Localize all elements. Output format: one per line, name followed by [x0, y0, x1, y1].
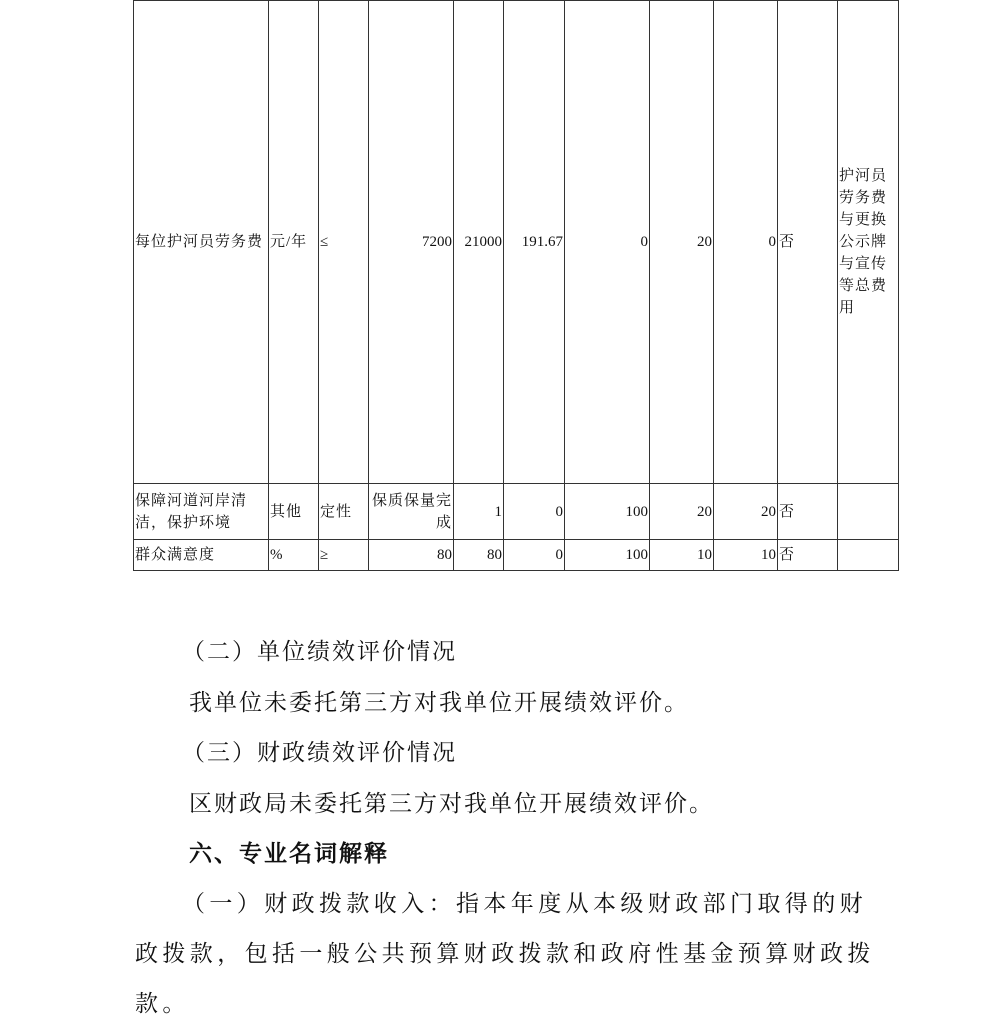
performance-indicator-table: [133, 0, 899, 571]
flag-cell: 否: [778, 540, 838, 571]
completion-cell: 0: [565, 1, 650, 484]
target-cell: 保质保量完成: [369, 484, 454, 540]
flag-cell: 否: [778, 484, 838, 540]
table-row: [134, 1, 899, 484]
actual-cell: 21000: [454, 1, 504, 484]
target-cell: 7200: [369, 1, 454, 484]
deviation-cell: 0: [504, 540, 565, 571]
actual-cell: 80: [454, 540, 504, 571]
actual-cell: 1: [454, 484, 504, 540]
indicator-cell: 保障河道河岸清洁，保护环境: [134, 484, 269, 540]
note-cell: [838, 540, 899, 571]
glossary-heading: 六、专业名词解释: [189, 841, 389, 867]
glossary-item-1-line-3: 款。: [135, 991, 190, 1017]
glossary-item-1-line-1: [182, 889, 867, 919]
unit-cell: 元/年: [269, 1, 319, 484]
weight-cell: 20: [650, 484, 714, 540]
unit-cell: 其他: [269, 484, 319, 540]
indicator-cell: 群众满意度: [134, 540, 269, 571]
score-cell: 10: [714, 540, 778, 571]
table-row: [134, 484, 899, 540]
completion-cell: 100: [565, 540, 650, 571]
completion-cell: 100: [565, 484, 650, 540]
score-cell: 0: [714, 1, 778, 484]
operator-cell: 定性: [319, 484, 369, 540]
deviation-cell: 0: [504, 484, 565, 540]
indicator-cell: 每位护河员劳务费: [134, 1, 269, 484]
unit-eval-text: 我单位未委托第三方对我单位开展绩效评价。: [189, 690, 689, 716]
unit-eval-heading: （二）单位绩效评价情况: [182, 639, 457, 665]
glossary-item-1-line-2: 政拨款，包括一般公共预算财政拨款和政府性基金预算财政拨: [135, 941, 875, 967]
operator-cell: ≤: [319, 1, 369, 484]
score-cell: 20: [714, 484, 778, 540]
weight-cell: 20: [650, 1, 714, 484]
deviation-cell: 191.67: [504, 1, 565, 484]
glossary-item-1-text: 指本年度从本级财政部门取得的财: [456, 891, 867, 917]
flag-cell: 否: [778, 1, 838, 484]
table-row: [134, 540, 899, 571]
finance-eval-heading: （三）财政绩效评价情况: [182, 740, 457, 766]
weight-cell: 10: [650, 540, 714, 571]
operator-cell: ≥: [319, 540, 369, 571]
glossary-item-1-label: （一）财政拨款收入：: [182, 891, 456, 917]
target-cell: 80: [369, 540, 454, 571]
unit-cell: %: [269, 540, 319, 571]
note-cell: [838, 484, 899, 540]
note-cell: 护河员劳务费与更换公示牌与宣传等总费用: [838, 1, 899, 484]
finance-eval-text: 区财政局未委托第三方对我单位开展绩效评价。: [189, 791, 714, 817]
